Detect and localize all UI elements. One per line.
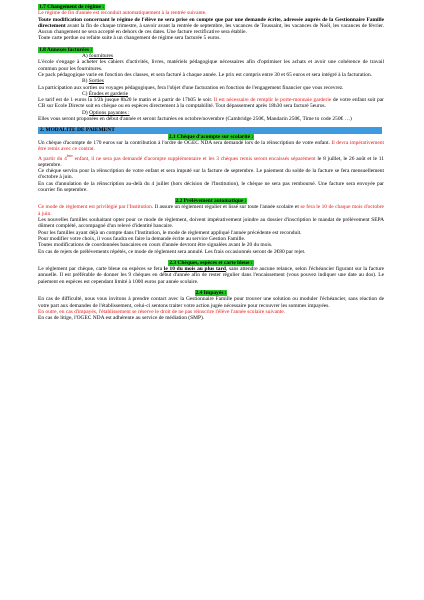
paragraph-2-2-b: Les nouvelles familles souhaitant opter pour ce mode de règlement, doivent impérativement joindre au dossier d'inscription le mandat de prélèvement SEPA dûment complété, accompagné d'un relevé d'identité bancaire. [38,217,384,230]
paragraph-etudes-garderie: Le tarif est de 1 euros la 1/2h jusque 8h20 le matin et à partir de 17h05 le soir. Il est nécessaire de remplir le porte-monnaie garderie de votre enfant soit par CB sur Ecole Directe soit en chèque ou en espèces directement à la comptabilité. Tout dépassement après 18h30 sera facturé 5euros. [38,97,384,110]
paragraph-2-4-c: En cas de litige, l'OGEC NDA est adhérente au service de médiation (SMP). [38,315,205,322]
subheading-etudes-garderie: C) Études et garderie [82,90,129,97]
paragraph-1-7-b: Toute modification concernant le régime de l'élève ne sera prise en compte que par une demande écrite, adressée auprès de la Gestionnaire Famille directement avant la fin de chaque trimestre, à savoir avant la rentrée de septembre, les vacances de Toussaint, les vacances de Noël, les vacances de février. Aucun changement ne sera accepté en dehors de ces dates. Une facture rectificative sera établie. [38,16,384,36]
section-heading-2-4: 2.4 Impayés : [195,289,227,296]
section-heading-2-3: 2.3 Chèques, espèces et carte bleue : [169,259,253,266]
paragraph-2-1-b: A partir du 4ème enfant, il ne sera pas demandé d'acompte supplémentaire et les 3 chèques remis seront encaissés séparément le 8 juillet, le 26 août et le 11 septembre. [38,153,384,168]
section-heading-1-7: 1.7 Changement de régime : [39,4,105,10]
subheading-options-payantes: D) Options payantes : [82,109,130,116]
paragraph-sorties: La participation aux sorties ou voyages pédagogiques, fera l'objet d'une facturation en fonction de l'engagement financier que vous recevrez. [38,84,344,91]
paragraph-2-2-a: Ce mode de règlement est privilégié par l'Institution. Il assure un règlement régulier et lissé sur toute l'année scolaire et se fera le 10 de chaque mois d'octobre à juin. [38,204,384,217]
subheading-fournitures: A) fournitures [82,53,113,60]
subheading-sorties: B) Sorties [82,78,104,85]
paragraph-2-3: Le règlement par chèque, carte bleue ou espèces se fera le 10 du mois au plus tard, sans attendre aucune relance, selon l'échéancier figurant sur la facture annuelle. Il est préférable de donner les 9 chèques en début d'année afin de rester régulier dans l'encaissement (vous pouvez indiquer une date au dos). Le paiement en espèces est cependant limité à 1000 euros par année scolaire. [38,266,385,285]
section-heading-2: 2. MODALITE DE PAIEMENT [38,127,384,133]
paragraph-2-4-b: En outre, en cas d'impayés, l'établissement se réserve le droit de ne pas réinscrire l'élève l'année scolaire suivante. [38,308,285,315]
paragraph-2-2-c: Pour les familles ayant déjà un compte dans l'Institution, le mode de règlement appliqué l'année précédente est reconduit. [38,229,302,236]
paragraph-2-1-a: Un chèque d'acompte de 170 euros sur la contribution à l'ordre de OGEC NDA sera demandé lors de la réinscription de votre enfant. Il devra impérativement être remis avec ce contrat. [38,139,384,153]
paragraph-2-4-a: En cas de difficulté, nous vous invitons à prendre contact avec la Gestionnaire Famille pour trouver une solution ou moduler l'échéancier, sans réaction de votre part aux demandes de l'établissement, celui-ci sentons traiter votre action jugée nécessaire pour recouvrer les sommes impayées. [38,296,384,309]
paragraph-2-2-d: Pour modifier votre choix, il vous faudra en faire la demande écrite au service Gestion Famille. [38,235,246,242]
section-heading-2-2: 2.2 Prélèvement automatique : [175,198,247,205]
paragraph-fournitures-b: Ce pack pédagogique varie en fonction des classes, et sera facturé à chaque année. Le prix est compris entre 30 et 65 euros et sera intégré à la facturation. [38,71,373,78]
paragraph-2-1-c: Ce chèque servira pour la réinscription de votre enfant et sera imputé sur la facture de septembre. Le paiement du solde de la facture se fera mensuellement d'octobre à juin. [38,167,384,181]
paragraph-1-7-c: Toute carte perdue ou refaite suite à un changement de régime sera facturée 5 euros. [38,35,221,42]
section-heading-2-1: 2.1 Chèque d'acompte sur scolarité : [168,133,254,140]
paragraph-1-7-a: Le régime de fin d'année est reconduit automatiquement à la rentrée suivante. [38,10,207,17]
section-heading-1-8: 1.8 Annexes facturées : [39,46,93,53]
paragraph-fournitures-a: L'école s'engage à acheter les cahiers d'activités, livres, matériels pédagogique nécessaires afin d'optimiser les achats et avoir une cohérence de travail commun pour les fournitures. [38,59,384,72]
paragraph-2-2-f: En cas de rejets de prélèvements répétés, ce mode de règlement sera annulé. Les frais occasionnés seront de 2€80 par rejet. [38,248,306,255]
paragraph-2-1-d: En cas d'annulation de la réinscription au-delà du 4 juillet (hors décision de l'Institution), le chèque ne sera pas remboursé. Une facture sera envoyée par courrier fin septembre. [38,180,384,193]
paragraph-options-payantes: Elles vous seront proposées en début d'année et seront facturées en octobre/novembre (Cambridge 250€, Mandarin 250€, Time to code 250€ …) [38,116,352,123]
paragraph-2-2-e: Toutes modifications de coordonnées bancaires en cours d'année devront être signalées avant le 20 du mois. [38,242,273,249]
